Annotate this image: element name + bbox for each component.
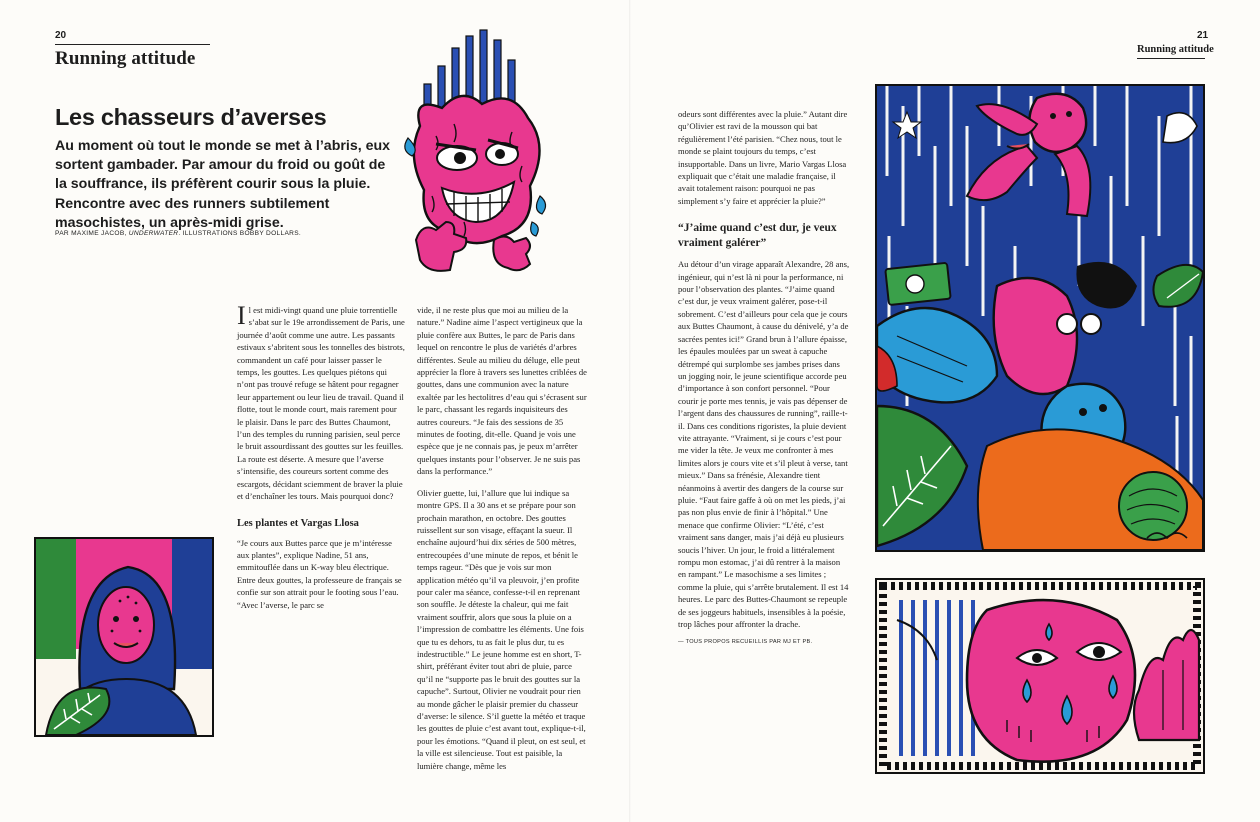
byline-suffix: . ILLUSTRATIONS BOBBY DOLLARS. — [178, 230, 302, 237]
page-number-left: 20 — [55, 30, 67, 41]
paragraph-intro — [237, 301, 405, 503]
byline-prefix: PAR MAXIME JACOB, — [55, 230, 129, 237]
intro-text: l est midi-vingt quand une pluie torrentielle s’abat sur le 19e arrondissement de Paris, une journée d’août comme une autre. Les passants estivaux s’abritent sous les tonnelles des bistrots, commandent un café pour laisser passer le temps, les gouttes. Les quelques piétons qui n’ont pas trouvé refuge se hâtent pour regagner leur appartement ou leur lieu de travail. Quand il flotte, tout le monde court, mais rarement pour le plaisir. Dans le parc des Buttes Chaumont, l’un des temples du running parisien, seul perce le bruit assourdissant des gouttes sur les feuilles. La route est déserte. A mesure que l’averse s’intensifie, des coureurs sortent comme des escargots, décidant sciemment de braver la pluie et d’enchaîner les tours. Mais pourquoi donc? — [237, 305, 405, 502]
header-rule-right — [1137, 58, 1205, 59]
article-dek: Au moment où tout le monde se met à l’abris, eux sortent gambader. Par amour du froid ou goût de la souffrance, ils préfèrent courir sous la pluie. Rencontre avec des runners subtilement masochistes, un après-midi grise. — [55, 138, 391, 231]
paragraph-alexandre: Au détour d’un virage apparaît Alexandre, 28 ans, ingénieur, qui n’est là ni pour la performance, ni pour l’observation des plantes. “J’aime quand c’est dur, je veux vraiment galérer, pose-t-il sobrement. C’est d’ailleurs pour cela que je cours aux Buttes Chaumont, à cause du dénivelé, y’a de sacrées pentes ici!” Grand brun à l’allure épaisse, les épaules moulées par un sweat à capuche détrempé qui surplombe ses jambes prises dans un jogging noir, le jeune scientifique accorde peu d’importance à son confort personnel. “Pour courir je porte mes tennis, je vais pas dépenser de l’argent dans des chaussures de running”, raille-t-il. Dans ces conditions rigoristes, la pluie devient vite attrayante. “Vraiment, si je cours c’est pour me vider la tête. Je veux me confronter à mes limites alors je cours vite et s’il pleut à verse, tant mieux.” Dans sa frénésie, Alexandre tient néanmoins à avertir des dangers de la course sur pluie. “Faut faire gaffe à où on met les pieds, j’ai pas non plus envie de finir à l’hôpital.” Une menace que confirme Olivier: “L’été, c’est vraiment sans danger, mais j’ai déjà eu plusieurs soucis l’hiver. Un jour, le froid a littéralement rompu mon estomac, j’ai dû rentrer à la maison en rampant.” Le masochisme a ses limites ; comme la pluie, qui s’arrête brutalement. Il est 14 heures. Le parc des Buttes-Chaumont se repeuple de ses joggeurs habituels, insensibles à la poésie, trop lâches pour affronter la drache. — [678, 259, 850, 630]
byline — [55, 230, 301, 237]
drop-cap: I — [237, 301, 246, 330]
illustration-hooded-runner — [34, 537, 214, 737]
subhead-alexandre: “J’aime quand c’est dur, je veux vraiment galérer” — [678, 222, 837, 250]
article-column-1 — [237, 301, 405, 611]
header-rule-left — [55, 44, 210, 45]
paragraph-olivier-cont: odeurs sont différentes avec la pluie.” Autant dire qu’Olivier est ravi de la mousson qui bat régulièrement l’été parisien. “Chez nous, tout le monde se plaint toujours du temps, c’est insupportable. Dans un livre, Mario Vargas Llosa expliquait que c’était une maladie française, il avait totalement raison: pourquoi ne pas simplement s’y faire et apprécier la pluie?” — [678, 109, 848, 206]
illustration-rain-scene — [875, 84, 1205, 552]
article-column-3 — [678, 108, 850, 649]
right-page — [630, 0, 1260, 822]
byline-publication: UNDERWATER — [128, 230, 179, 237]
paragraph-olivier: Olivier guette, lui, l’allure que lui indique sa montre GPS. Il a 30 ans et se prépare pour son prochain marathon, en octobre. Des gouttes ruissellent sur son visage, effaçant la sueur. Il enchaîne aujourd’hui dix séries de 500 mètres, entrecoupées d’une minute de repos, et bénit le temps rageur. “Dès que je vois sur mon application météo qu’il va pleuvoir, j’en profite pour caler ma séance, confesse-t-il en reprenant son souffle. Je déteste la chaleur, qui me fait vraiment souffrir, alors que sous la pluie on a l’impression de combattre les éléments. Une fois que tu es dehors, tu as fait le plus dur, tu es indestructible.” Le jeune homme est en short, T-shirt, préférant éviter tout abri de pluie, parce qu’il ne “supporte pas le bruit des gouttes sur la capuche”. Surtout, Olivier ne voudrait pour rien au monde gâcher le plaisir premier du chasseur d’averse: le silence. S’il guette la météo et traque les gouttes de pluie c’est avant tout, explique-t-il, pour les émotions. “Quand il pleut, on est seul, et la ville est silencieuse. Tout est paisible, la lumière change, même les — [417, 487, 586, 771]
subhead-plants: Les plantes et Vargas Llosa — [237, 517, 359, 529]
paragraph-nadine: “Je cours aux Buttes parce que je m’intéresse aux plantes”, explique Nadine, 51 ans, emmitouflée dans un K-way bleu électrique. Entre deux gouttes, la professeure de français se confie sur son attrait pour le footing sous l’eau. “Avec l’averse, le parc se — [237, 537, 402, 610]
interview-credit: — TOUS PROPOS RECUEILLIS PAR MJ ET PB. — [678, 639, 813, 646]
section-title-right: Running attitude — [1137, 44, 1214, 55]
section-title-left: Running attitude — [55, 48, 196, 69]
illustration-face-top — [402, 26, 552, 276]
article-column-2 — [417, 304, 587, 772]
article-title: Les chasseurs d’averses — [55, 104, 327, 130]
page-number-right: 21 — [1197, 30, 1209, 41]
illustration-crying-face — [875, 578, 1205, 774]
paragraph-nadine-cont: vide, il ne reste plus que moi au milieu de la nature.” Nadine aime l’aspect vertigineux que la pluie confère aux Buttes, le parc de Paris dans lequel on rencontre le plus de variétés d’arbres différentes. Seule au milieu du déluge, elle peut apprécier la flore à travers ses lunettes criblées de gouttes, dans une communion avec la nature exaltée par les hectolitres d’eau qui s’écrasent sur le parc, chassant les regards inquisiteurs des autres coureurs. “Je fais des sessions de 35 minutes de footing, dit-elle. Quand je vois une espèce que je ne connais pas, je peux m’arrêter quelques instants pour l’observer. Je ne suis pas dans la performance.” — [417, 305, 587, 477]
